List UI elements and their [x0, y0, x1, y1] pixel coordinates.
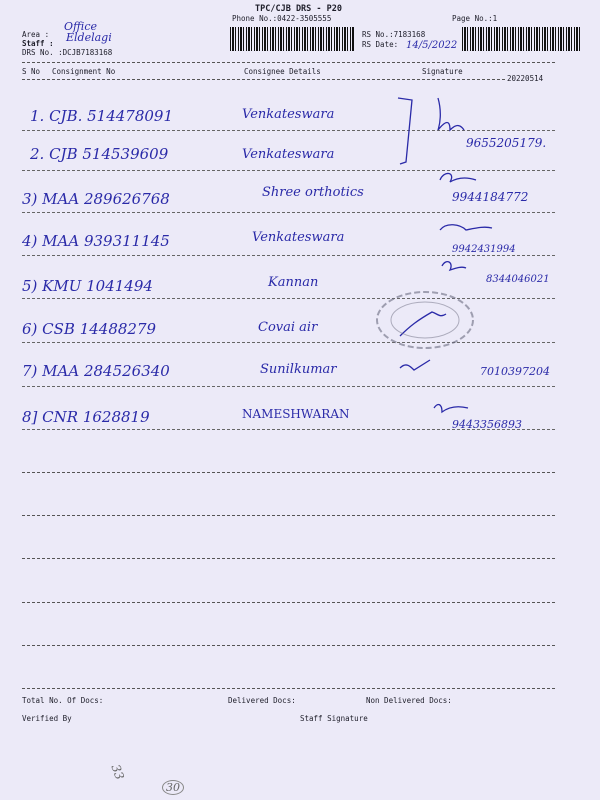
signature-8	[434, 405, 468, 412]
row-6-consignment: 6) CSB 14488279	[22, 320, 157, 338]
area-value: Office	[64, 20, 97, 33]
bracket-stroke	[398, 98, 412, 164]
signature-4	[440, 225, 492, 230]
staff-label: Staff :	[22, 39, 54, 48]
row-1-consignee: Venkateswara	[242, 107, 335, 122]
total-docs: Total No. Of Docs:	[22, 696, 104, 705]
phone-number: Phone No.:0422-3505555	[232, 14, 332, 23]
stamp-image	[370, 285, 480, 355]
row-6-consignee: Covai air	[258, 320, 318, 335]
delivered-docs: Delivered Docs:	[228, 696, 296, 705]
row-7-consignment: 7) MAA 284526340	[22, 362, 170, 380]
document-title: TPC/CJB DRS - P20	[255, 4, 342, 14]
column-consignee: Consignee Details	[244, 67, 321, 76]
row-4-signature: 9942431994	[452, 244, 516, 255]
verified-by: Verified By	[22, 714, 72, 723]
column-signature: Signature	[422, 67, 463, 76]
row-1-signature: 9655205179.	[466, 136, 547, 150]
non-delivered-docs: Non Delivered Docs:	[366, 696, 452, 705]
row-8-consignee: NAMESHWARAN	[242, 407, 350, 421]
row-7-consignee: Sunilkumar	[260, 362, 337, 377]
margin-note-2: 30	[162, 780, 184, 795]
rs-date-label: RS Date:	[362, 40, 399, 49]
rs-date-value: 14/5/2022	[406, 40, 458, 51]
column-consignment: Consignment No	[52, 67, 116, 76]
empty-line	[22, 645, 555, 646]
drs-number: DRS No. :DCJB7183168	[22, 48, 113, 57]
margin-note-1: 33	[108, 762, 127, 782]
signature-5	[442, 262, 466, 270]
column-sno: S No	[22, 67, 41, 76]
row-5-consignment: 5) KMU 1041494	[22, 277, 153, 295]
signature-3	[440, 173, 476, 182]
area-label: Area :	[22, 30, 50, 39]
row-3-consignee: Shree orthotics	[262, 185, 364, 200]
empty-line	[22, 558, 555, 559]
staff-value: Eldelagi	[66, 31, 112, 44]
row-8-consignment: 8] CNR 1628819	[22, 408, 150, 426]
rs-number: RS No.:7183168	[362, 30, 426, 39]
row-2-consignee: Venkateswara	[242, 147, 335, 162]
signature-1	[438, 98, 464, 130]
row-2-consignment: 2. CJB 514539609	[30, 145, 169, 163]
empty-line	[22, 688, 555, 689]
page-number: Page No.:1	[452, 14, 498, 23]
signature-7	[400, 360, 430, 370]
empty-line	[22, 515, 555, 516]
row-5-signature: 8344046021	[486, 274, 550, 285]
row-7-signature: 7010397204	[480, 365, 550, 378]
row-3-consignment: 3) MAA 289626768	[22, 190, 170, 208]
row-5-consignee: Kannan	[268, 275, 319, 290]
row-3-signature: 9944184772	[452, 190, 529, 204]
row-4-consignment: 4) MAA 939311145	[22, 232, 170, 250]
staff-signature: Staff Signature	[300, 714, 368, 723]
row-1-consignment: 1. CJB. 514478091	[30, 107, 174, 125]
row-8-signature: 9443356893	[452, 418, 522, 431]
signature-scribbles	[380, 90, 580, 430]
empty-line	[22, 472, 555, 473]
empty-line	[22, 602, 555, 603]
row-4-consignee: Venkateswara	[252, 230, 345, 245]
date-code: 20220514	[507, 74, 544, 83]
